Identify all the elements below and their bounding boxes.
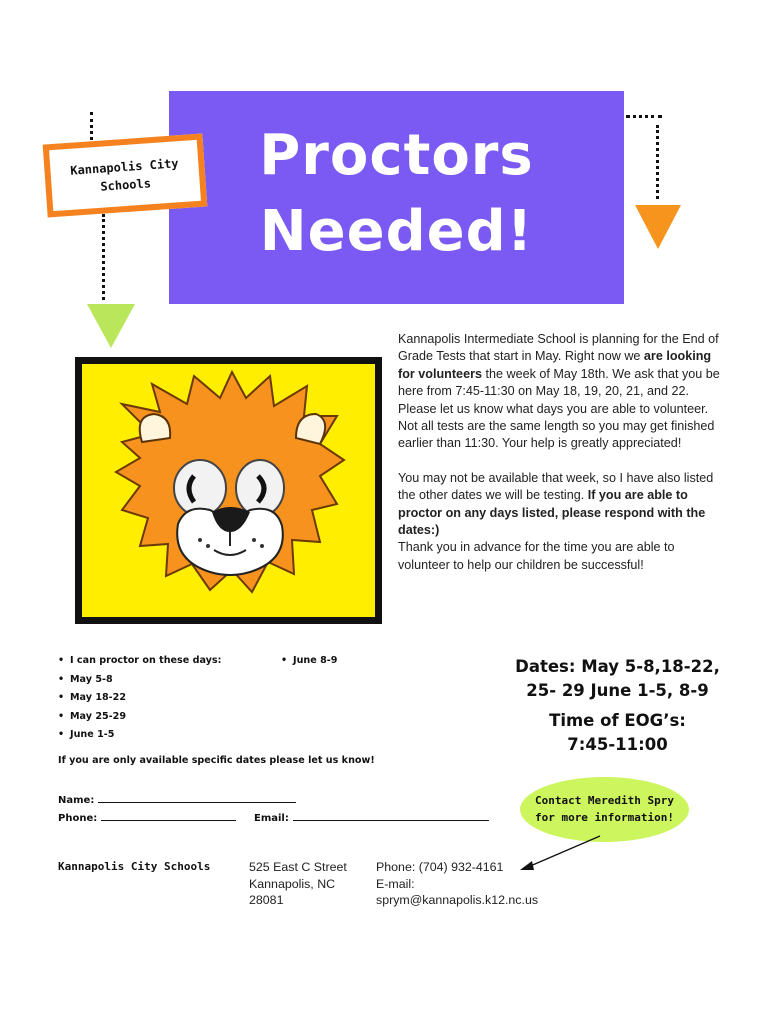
- address-line: 28081: [249, 893, 284, 908]
- availability-column-2: [281, 653, 337, 672]
- dotted-guide-right: [656, 125, 659, 199]
- contact-bubble-line-1: Contact Meredith Spry: [534, 794, 675, 807]
- eog-time-label: Time of EOG’s:: [549, 711, 686, 730]
- name-field[interactable]: [58, 793, 296, 806]
- eog-time-value: 7:45-11:00: [567, 735, 668, 754]
- orange-arrow-icon: [635, 205, 681, 249]
- email-input-line[interactable]: [293, 811, 489, 821]
- intro-emphasis-2: If you are able to proctor on any days listed, please respond with the dates:): [398, 488, 706, 538]
- contact-email-label: E-mail:: [376, 876, 415, 891]
- footer-organization: Kannapolis City Schools: [58, 860, 211, 873]
- dotted-guide-top-left: [90, 112, 93, 140]
- address-line: 525 East C Street: [249, 860, 347, 874]
- title-banner: [169, 91, 624, 304]
- email-field[interactable]: [254, 811, 489, 824]
- lion-mascot-image: [75, 357, 382, 624]
- list-item: • I can proctor on these days:: [58, 653, 388, 672]
- contact-phone: Phone: (704) 932-4161: [376, 860, 504, 874]
- dotted-guide-left: [102, 214, 105, 300]
- test-dates-line-1: Dates: May 5-8,18-22,: [515, 657, 720, 676]
- footer-address: [249, 859, 347, 909]
- district-tag-line-2: Schools: [99, 176, 152, 194]
- list-item: • June 1-5: [58, 727, 388, 746]
- availability-column-1: [58, 653, 388, 746]
- name-input-line[interactable]: [98, 793, 296, 803]
- list-item: • May 18-22: [58, 690, 388, 709]
- phone-label: Phone:: [58, 813, 98, 824]
- contact-bubble-line-2: for more information!: [534, 811, 675, 824]
- list-item: • June 8-9: [281, 653, 337, 672]
- name-label: Name:: [58, 795, 95, 806]
- address-line: Kannapolis, NC: [249, 876, 336, 891]
- availability-list: [58, 653, 388, 746]
- intro-paragraph-1: Kannapolis Intermediate School is planning for the End of Grade Tests that start in May. Right now we are looking for volunteers the week of May 18th. We ask that you be here from 7:45-11:30 on May 18, 19, 20, 21, and 22. Please let us know what days you are able to volunteer. Not all tests are the same length so you may get finished earlier than 11:30. Your help is greatly appreciated!: [398, 332, 720, 451]
- district-tag: [43, 134, 208, 218]
- footer-contact: [376, 859, 538, 909]
- availability-note: If you are only available specific dates please let us know!: [58, 755, 375, 766]
- eog-time: [500, 709, 735, 757]
- test-dates: [500, 655, 735, 703]
- intro-text: [398, 331, 728, 574]
- contact-email-link[interactable]: sprym@kannapolis.k12.nc.us: [376, 893, 539, 908]
- intro-emphasis-1: are looking for volunteers: [398, 349, 712, 381]
- district-tag-line-1: Kannapolis City: [69, 156, 179, 178]
- dotted-guide-top-right: [626, 115, 662, 118]
- intro-paragraph-2: You may not be available that week, so I have also listed the other dates we will be testing. If you are able to proctor on any days listed, please respond with the dates:): [398, 470, 714, 538]
- green-arrow-icon: [87, 304, 135, 348]
- email-label: Email:: [254, 813, 289, 824]
- lion-face-icon: [82, 364, 375, 617]
- test-dates-line-2: 25- 29 June 1-5, 8-9: [526, 681, 709, 700]
- title-line-1: Proctors: [259, 123, 534, 188]
- phone-input-line[interactable]: [101, 811, 236, 821]
- phone-field[interactable]: [58, 811, 236, 824]
- intro-paragraph-3: Thank you in advance for the time you are able to volunteer to help our children be successful!: [398, 540, 675, 572]
- list-item: • May 5-8: [58, 672, 388, 691]
- title-line-2: Needed!: [259, 199, 534, 264]
- list-item: • May 25-29: [58, 709, 388, 728]
